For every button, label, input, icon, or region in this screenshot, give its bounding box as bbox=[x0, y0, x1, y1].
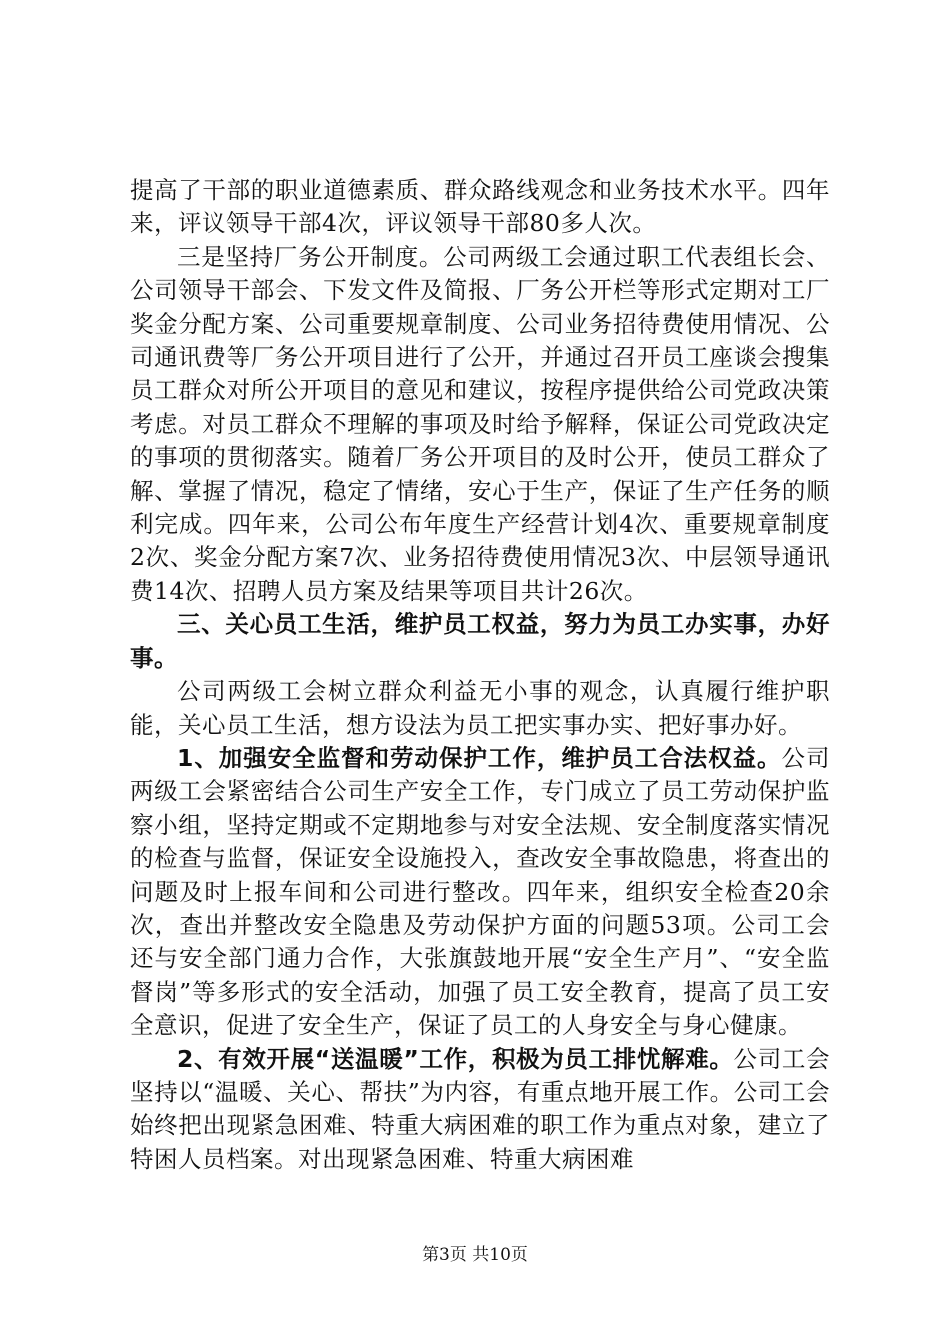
paragraph-text: 提高了干部的职业道德素质、群众路线观念和业务技术水平。四年来，评议领导干部4次，评议领导干部80多人次。 bbox=[130, 176, 830, 238]
paragraph-lead: 1、加强安全监督和劳动保护工作，维护员工合法权益。 bbox=[177, 743, 782, 772]
paragraph-lead: 2、有效开展“送温暖”工作，积极为员工排忧解难。 bbox=[177, 1044, 734, 1073]
paragraph-text: 公司工会坚持以“温暖、关心、帮扶”为内容，有重点地开展工作。公司工会始终把出现紧急困难、特重大病困难的职工作为重点对象，建立了特困人员档案。对出现紧急困难、特重大病困难 bbox=[130, 1044, 831, 1173]
paragraph-factory-affairs-disclosure bbox=[130, 241, 830, 608]
paragraph-text: 三是坚持厂务公开制度。公司两级工会通过职工代表组长会、公司领导干部会、下发文件及简报、厂务公开栏等形式定期对工厂奖金分配方案、公司重要规章制度、公司业务招待费使用情况、公司通讯费等厂务公开项目进行了公开，并通过召开员工座谈会搜集员工群众对所公开项目的意见和建议，按程序提供给公司党政决策考虑。对员工群众不理解的事项及时给予解释，保证公司党政决定的事项的贯彻落实。随着厂务公开项目的及时公开，使员工群众了解、掌握了情况，稳定了情绪，安心于生产，保证了生产任务的顺利完成。四年来，公司公布年度生产经营计划4次、重要规章制度2次、奖金分配方案7次、业务招待费使用情况3次、中层领导通讯费14次、招聘人员方案及结果等项目共计26次。 bbox=[130, 242, 830, 605]
paragraph-continuation bbox=[130, 174, 830, 241]
paragraph-text: 公司两级工会紧密结合公司生产安全工作，专门成立了员工劳动保护监察小组，坚持定期或不定期地参与对安全法规、安全制度落实情况的检查与监督，保证安全设施投入，查改安全事故隐患，将查出的问题及时上报车间和公司进行整改。四年来，组织安全检查20余次，查出并整改安全隐患及劳动保护方面的问题53项。公司工会还与安全部门通力合作，大张旗鼓地开展“安全生产月”、“安全监督岗”等多形式的安全活动，加强了员工安全教育，提高了员工安全意识，促进了安全生产，保证了员工的人身安全与身心健康。 bbox=[130, 743, 830, 1040]
document-body bbox=[130, 174, 830, 1176]
paragraph-send-warmth bbox=[130, 1043, 830, 1177]
paragraph-safety-supervision bbox=[130, 742, 830, 1043]
section-heading-3 bbox=[130, 608, 830, 675]
heading-text: 三、关心员工生活，维护员工权益，努力为员工办实事，办好事。 bbox=[130, 610, 830, 672]
page-number: 第3页 共10页 bbox=[422, 1245, 528, 1265]
paragraph-text: 公司两级工会树立群众利益无小事的观念，认真履行维护职能，关心员工生活，想方设法为员工把实事办实、把好事办好。 bbox=[130, 677, 830, 739]
page-footer bbox=[0, 1240, 950, 1265]
paragraph-section-intro bbox=[130, 675, 830, 742]
